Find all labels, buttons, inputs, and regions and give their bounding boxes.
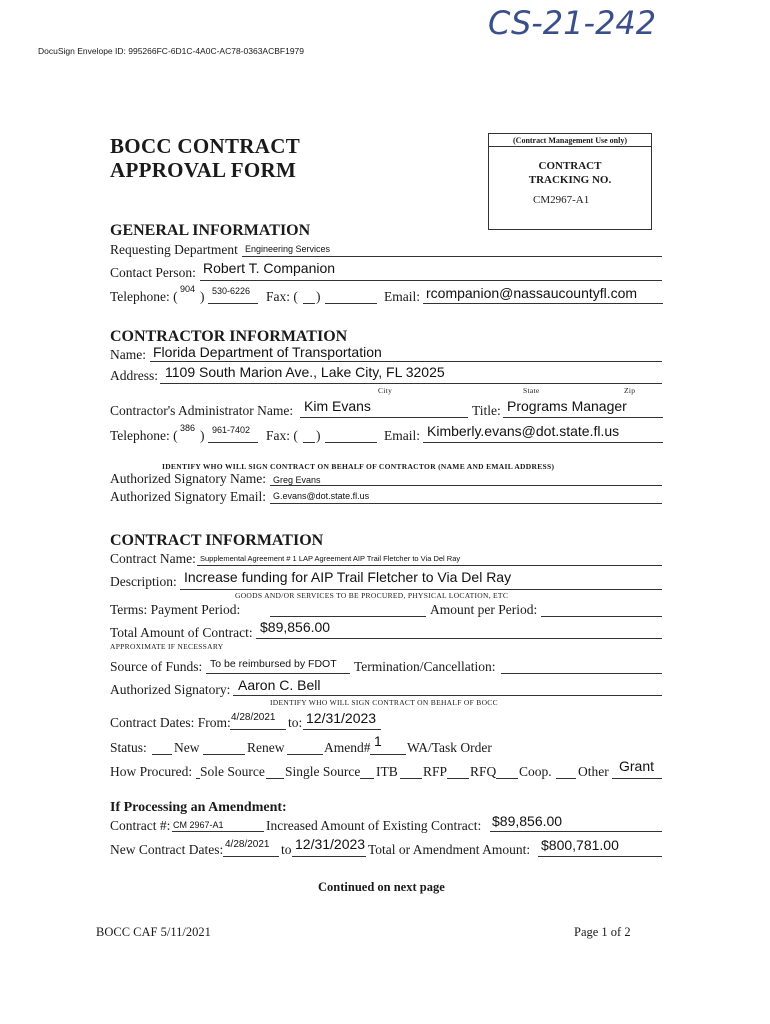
proc-other-option[interactable]: Other [578, 764, 609, 779]
contractor-name-field[interactable]: Florida Department of Transportation [153, 344, 382, 360]
contractor-telephone-paren: ) [200, 428, 205, 443]
tracking-label-1: CONTRACT [538, 160, 602, 172]
status-renew-option[interactable]: Renew [247, 740, 285, 755]
telephone-area-field[interactable]: 904 [180, 284, 196, 294]
signatory-email-label: Authorized Signatory Email: [110, 489, 266, 504]
increased-amount-label: Increased Amount of Existing Contract: [266, 818, 482, 833]
increased-amount-field[interactable]: $89,856.00 [492, 813, 563, 829]
email-label: Email: [384, 289, 420, 304]
description-label: Description: [110, 574, 177, 589]
page-number: Page 1 of 2 [574, 925, 631, 939]
admin-name-label: Contractor's Administrator Name: [110, 403, 294, 418]
bocc-signatory-label: Authorized Signatory: [110, 682, 231, 697]
signatory-email-field[interactable]: G.evans@dot.state.fl.us [273, 491, 370, 501]
fax-paren: ) [316, 289, 321, 304]
status-label: Status: [110, 740, 147, 755]
tracking-box [488, 133, 652, 230]
source-label: Source of Funds: [110, 659, 203, 674]
proc-single-option[interactable]: Single Source [285, 764, 361, 779]
amount-per-period-label: Amount per Period: [430, 602, 538, 617]
amendment-total-label: Total or Amendment Amount: [368, 842, 531, 857]
description-field[interactable]: Increase funding for AIP Trail Fletcher to Via Del Ray [184, 569, 512, 585]
new-dates-label: New Contract Dates: [110, 842, 224, 857]
admin-name-field[interactable]: Kim Evans [304, 398, 371, 414]
email-field[interactable]: rcompanion@nassaucountyfl.com [426, 285, 638, 301]
telephone-number-field[interactable]: 530-6226 [212, 286, 251, 296]
date-to-label: to: [288, 715, 303, 730]
contract-name-field[interactable]: Supplemental Agreement # 1 LAP Agreement AIP Trail Fletcher to Via Del Ray [200, 554, 461, 563]
source-field[interactable]: To be reimbursed by FDOT [210, 658, 337, 670]
telephone-label: Telephone: ( [110, 289, 178, 304]
telephone-paren: ) [200, 289, 205, 304]
amendment-heading: If Processing an Amendment: [110, 800, 287, 815]
bocc-signatory-field[interactable]: Aaron C. Bell [238, 677, 321, 693]
dept-field[interactable]: Engineering Services [245, 244, 331, 254]
admin-title-field[interactable]: Programs Manager [507, 398, 627, 414]
proc-other-field[interactable]: Grant [619, 758, 655, 774]
termination-label: Termination/Cancellation: [354, 659, 496, 674]
signatory-name-field[interactable]: Greg Evans [273, 475, 321, 485]
total-amount-label: Total Amount of Contract: [110, 625, 253, 640]
zip-caption: Zip [624, 386, 636, 395]
contractor-telephone-label: Telephone: ( [110, 428, 178, 443]
form-title-line2: APPROVAL FORM [110, 158, 297, 182]
contractor-email-label: Email: [384, 428, 420, 443]
identify-contractor-caption: IDENTIFY WHO WILL SIGN CONTRACT ON BEHALF OF CONTRACTOR (NAME AND EMAIL ADDRESS) [162, 462, 555, 471]
status-new-option[interactable]: New [174, 740, 200, 755]
footer-form-id: BOCC CAF 5/11/2021 [96, 925, 211, 939]
tracking-label-2: TRACKING NO. [528, 174, 612, 186]
date-to-field[interactable]: 12/31/2023 [306, 710, 377, 726]
new-date-to-field[interactable]: 12/31/2023 [295, 836, 366, 852]
contractor-telephone-area-field[interactable]: 386 [180, 423, 196, 433]
proc-sole-option[interactable]: Sole Source [200, 764, 265, 779]
contract-name-label: Contract Name: [110, 551, 196, 566]
status-wa-option[interactable]: WA/Task Order [407, 740, 492, 755]
contact-label: Contact Person: [110, 265, 196, 280]
proc-coop-option[interactable]: Coop. [519, 764, 552, 779]
admin-title-label: Title: [472, 403, 501, 418]
proc-rfp-option[interactable]: RFP [423, 764, 448, 779]
contractor-fax-paren: ) [316, 428, 321, 443]
state-caption: State [523, 386, 540, 395]
new-date-from-field[interactable]: 4/28/2021 [225, 839, 270, 850]
contractor-telephone-number-field[interactable]: 961-7402 [212, 425, 251, 435]
form-title-line1: BOCC CONTRACT [110, 134, 300, 158]
handwritten-tracking-number: CS-21-242 [488, 4, 657, 42]
docusign-envelope-id: DocuSign Envelope ID: 995266FC-6D1C-4A0C-AC78-0363ACBF1979 [38, 46, 305, 56]
contract-heading: CONTRACT INFORMATION [110, 532, 324, 549]
contract-dates-label: Contract Dates: From: [110, 715, 231, 730]
amend-number-field[interactable]: 1 [374, 733, 382, 749]
contractor-email-field[interactable]: Kimberly.evans@dot.state.fl.us [427, 423, 620, 439]
contact-field[interactable]: Robert T. Companion [203, 260, 336, 276]
proc-itb-option[interactable]: ITB [376, 764, 398, 779]
new-date-to-label: to [281, 842, 292, 857]
amend-contract-no-field[interactable]: CM 2967-A1 [173, 820, 224, 830]
address-label: Address: [110, 368, 158, 383]
general-heading: GENERAL INFORMATION [110, 222, 311, 239]
proc-rfq-option[interactable]: RFQ [470, 764, 497, 779]
status-amend-option[interactable]: Amend# [324, 740, 371, 755]
procured-label: How Procured: [110, 764, 193, 779]
contractor-name-label: Name: [110, 347, 146, 362]
contractor-heading: CONTRACTOR INFORMATION [110, 328, 348, 345]
identify-bocc-caption: IDENTIFY WHO WILL SIGN CONTRACT ON BEHALF OF BOCC [270, 698, 498, 707]
fax-label: Fax: ( [266, 289, 298, 304]
address-field[interactable]: 1109 South Marion Ave., Lake City, FL 32025 [165, 364, 445, 380]
contractor-fax-label: Fax: ( [266, 428, 298, 443]
approximate-caption: APPROXIMATE IF NECESSARY [110, 642, 224, 651]
signatory-name-label: Authorized Signatory Name: [110, 471, 266, 486]
terms-label: Terms: Payment Period: [110, 602, 241, 617]
tracking-number-value: CM2967-A1 [533, 194, 590, 206]
continued-note: Continued on next page [318, 880, 445, 894]
tracking-box-header: (Contract Management Use only) [513, 136, 627, 145]
dept-label: Requesting Department [110, 242, 238, 257]
goods-caption: GOODS AND/OR SERVICES TO BE PROCURED, PHYSICAL LOCATION, ETC [235, 591, 509, 600]
total-amount-field[interactable]: $89,856.00 [260, 619, 331, 635]
city-caption: City [378, 386, 393, 395]
amendment-total-field[interactable]: $800,781.00 [541, 837, 619, 853]
date-from-field[interactable]: 4/28/2021 [231, 712, 276, 723]
amend-contract-no-label: Contract #: [110, 818, 171, 833]
tracking-box-divider [489, 146, 651, 147]
